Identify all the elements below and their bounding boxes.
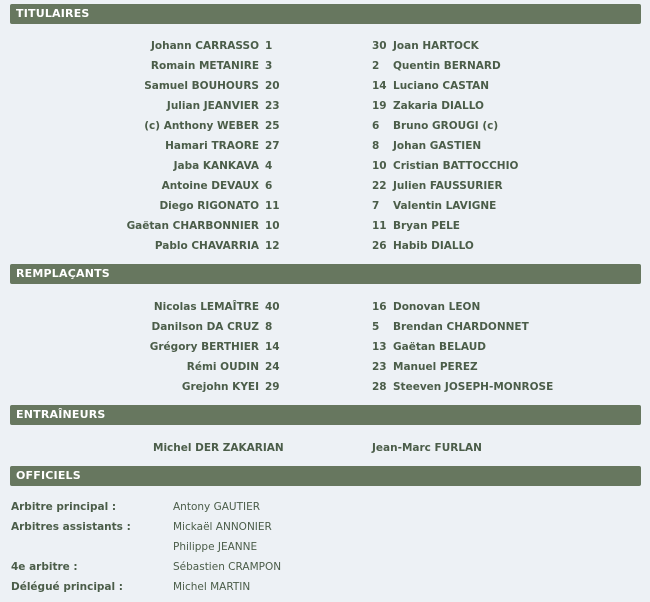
official-role-label: Arbitre principal : [11,501,117,513]
away-coach: Jean-Marc FURLAN [372,442,482,454]
home-player-name: Johann CARRASSO [151,40,259,52]
home-player-number: 3 [265,60,273,72]
player-row [0,156,650,176]
away-player-number: 7 [372,200,380,212]
home-player-name: Antoine DEVAUX [161,180,259,192]
away-player-name: Johan GASTIEN [393,140,482,152]
player-row [0,56,650,76]
home-player-name: Samuel BOUHOURS [144,80,259,92]
player-row [0,116,650,136]
section-header-remplacants: REMPLAÇANTS [10,264,641,284]
home-player-name: Grégory BERTHIER [149,341,259,353]
away-player-name: Luciano CASTAN [393,80,490,92]
home-coach: Michel DER ZAKARIAN [153,442,284,454]
home-player-name: (c) Anthony WEBER [144,120,259,132]
home-player-number: 27 [265,140,280,152]
away-player-number: 23 [372,361,387,373]
official-row [0,537,650,557]
home-player-number: 1 [265,40,273,52]
player-row [0,96,650,116]
official-name: Philippe JEANNE [173,541,258,553]
away-player-name: Manuel PEREZ [393,361,478,373]
away-player-number: 26 [372,240,387,252]
away-player-number: 22 [372,180,387,192]
away-player-number: 16 [372,301,387,313]
section-header-entraineurs: ENTRAÎNEURS [10,405,641,425]
official-row [0,497,650,517]
official-role-label: Arbitres assistants : [11,521,131,533]
player-row [0,377,650,397]
away-player-name: Brendan CHARDONNET [393,321,529,333]
official-row [0,557,650,577]
home-player-number: 40 [265,301,280,313]
official-row [0,517,650,537]
player-row [0,337,650,357]
home-player-number: 4 [265,160,273,172]
away-player-number: 2 [372,60,380,72]
home-player-name: Nicolas LEMAÎTRE [153,301,259,313]
away-player-number: 14 [372,80,387,92]
home-player-name: Hamari TRAORE [165,140,259,152]
away-player-name: Julien FAUSSURIER [393,180,503,192]
home-player-name: Pablo CHAVARRIA [154,240,259,252]
away-player-number: 30 [372,40,387,52]
player-row [0,196,650,216]
home-player-name: Jaba KANKAVA [173,160,259,172]
away-player-number: 11 [372,220,387,232]
away-player-name: Bryan PELE [393,220,460,232]
home-player-name: Rémi OUDIN [186,361,259,373]
away-player-name: Quentin BERNARD [393,60,501,72]
player-row [0,76,650,96]
away-player-number: 28 [372,381,387,393]
home-player-number: 24 [265,361,280,373]
player-row [0,236,650,256]
away-player-name: Habib DIALLO [393,240,474,252]
home-player-number: 12 [265,240,280,252]
away-player-number: 10 [372,160,387,172]
away-player-number: 6 [372,120,380,132]
home-player-number: 8 [265,321,273,333]
home-player-name: Danilson DA CRUZ [151,321,259,333]
home-player-name: Diego RIGONATO [159,200,259,212]
player-row [0,357,650,377]
away-player-number: 8 [372,140,380,152]
away-player-name: Joan HARTOCK [393,40,479,52]
home-player-number: 10 [265,220,280,232]
home-player-number: 29 [265,381,280,393]
home-player-name: Gaëtan CHARBONNIER [126,220,259,232]
home-player-number: 25 [265,120,280,132]
official-role-label: 4e arbitre : [11,561,78,573]
away-player-name: Zakaria DIALLO [393,100,484,112]
player-row [0,216,650,236]
away-player-name: Gaëtan BELAUD [393,341,486,353]
home-player-number: 6 [265,180,273,192]
home-player-number: 20 [265,80,280,92]
home-player-name: Julian JEANVIER [166,100,259,112]
official-name: Antony GAUTIER [173,501,261,513]
official-role-label: Délégué principal : [11,581,123,593]
home-player-name: Grejohn KYEI [181,381,259,393]
away-player-number: 5 [372,321,380,333]
home-player-number: 23 [265,100,280,112]
coaches-row [0,438,650,458]
away-player-name: Bruno GROUGI (c) [393,120,499,132]
player-row [0,36,650,56]
away-player-number: 13 [372,341,387,353]
official-name: Michel MARTIN [173,581,251,593]
official-name: Sébastien CRAMPON [173,561,282,573]
player-row [0,176,650,196]
player-row [0,136,650,156]
home-player-number: 14 [265,341,280,353]
away-player-name: Steeven JOSEPH-MONROSE [393,381,554,393]
away-player-number: 19 [372,100,387,112]
home-player-name: Romain METANIRE [150,60,259,72]
player-row [0,297,650,317]
away-player-name: Valentin LAVIGNE [393,200,497,212]
section-header-titulaires: TITULAIRES [10,4,641,24]
official-name: Mickaël ANNONIER [173,521,272,533]
away-player-name: Cristian BATTOCCHIO [393,160,519,172]
player-row [0,317,650,337]
home-player-number: 11 [265,200,280,212]
away-player-name: Donovan LEON [393,301,481,313]
section-header-officiels: OFFICIELS [10,466,641,486]
official-row [0,577,650,597]
